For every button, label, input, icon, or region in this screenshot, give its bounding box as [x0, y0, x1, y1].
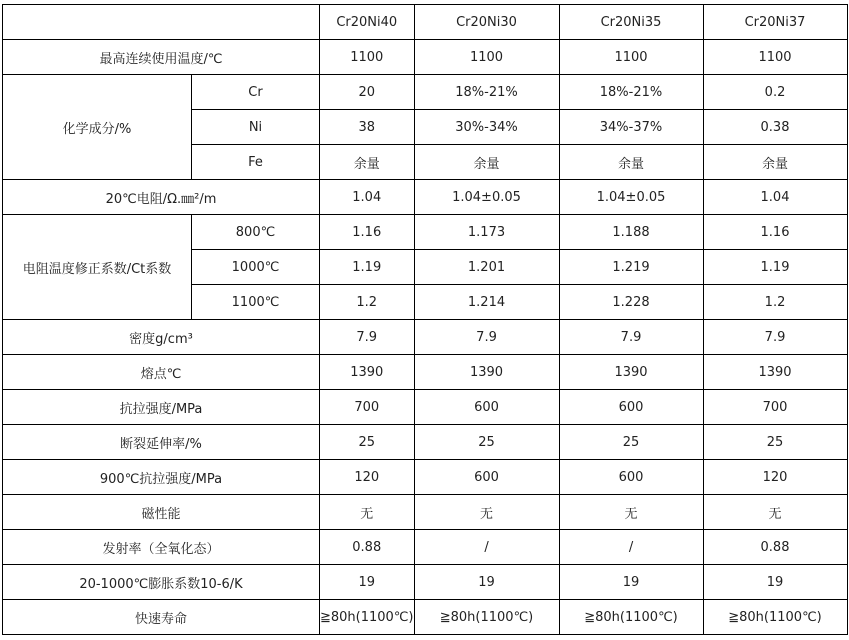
table-cell: 余量: [559, 145, 703, 180]
table-cell: 25: [559, 425, 703, 460]
table-cell: 余量: [320, 145, 415, 180]
row-label: 发射率（全氧化态）: [3, 530, 320, 565]
table-cell: 7.9: [559, 320, 703, 355]
table-row: [3, 355, 848, 390]
header-cr20ni30: Cr20Ni30: [414, 5, 559, 40]
table-row: [3, 390, 848, 425]
table-cell: /: [559, 530, 703, 565]
row-label: 最高连续使用温度/℃: [3, 40, 320, 75]
table-cell: 1.04±0.05: [414, 180, 559, 215]
table-row: [3, 320, 848, 355]
table-row: [3, 530, 848, 565]
table-cell: 19: [414, 565, 559, 600]
header-cr20ni40: Cr20Ni40: [320, 5, 415, 40]
table-row: [3, 600, 848, 635]
row-label: 20-1000℃膨胀系数10-6/K: [3, 565, 320, 600]
table-row: [3, 75, 848, 110]
table-cell: 38: [320, 110, 415, 145]
row-label: 抗拉强度/MPa: [3, 390, 320, 425]
table-cell: 34%-37%: [559, 110, 703, 145]
table-cell: 7.9: [703, 320, 847, 355]
table-cell: 7.9: [320, 320, 415, 355]
table-cell: 1100: [414, 40, 559, 75]
row-label: 断裂延伸率/%: [3, 425, 320, 460]
table-cell: 1.219: [559, 250, 703, 285]
header-cr20ni35: Cr20Ni35: [559, 5, 703, 40]
table-cell: 0.2: [703, 75, 847, 110]
row-label: 电阻温度修正系数/Ct系数: [3, 215, 192, 320]
table-cell: ≧80h(1100℃): [414, 600, 559, 635]
table-cell: 1.19: [703, 250, 847, 285]
table-cell: 0.88: [320, 530, 415, 565]
table-cell: 1.214: [414, 285, 559, 320]
table-cell: ≧80h(1100℃): [703, 600, 847, 635]
row-label: 磁性能: [3, 495, 320, 530]
table-cell: 600: [414, 460, 559, 495]
table-cell: 600: [559, 460, 703, 495]
corner-cell: [3, 5, 320, 40]
table-cell: 1.16: [703, 215, 847, 250]
table-cell: 无: [559, 495, 703, 530]
table-cell: 18%-21%: [414, 75, 559, 110]
table-cell: 20: [320, 75, 415, 110]
table-cell: 600: [414, 390, 559, 425]
table-cell: 1.2: [703, 285, 847, 320]
table-cell: 18%-21%: [559, 75, 703, 110]
table-cell: 25: [703, 425, 847, 460]
table-cell: 1.04: [320, 180, 415, 215]
table-cell: 25: [414, 425, 559, 460]
table-cell: 25: [320, 425, 415, 460]
header-row: [3, 5, 848, 40]
table-cell: 19: [320, 565, 415, 600]
table-cell: 600: [559, 390, 703, 425]
row-label: 密度g/cm³: [3, 320, 320, 355]
table-cell: 1.228: [559, 285, 703, 320]
row-label: 900℃抗拉强度/MPa: [3, 460, 320, 495]
table-cell: 无: [320, 495, 415, 530]
table-row: [3, 495, 848, 530]
table-cell: 1.2: [320, 285, 415, 320]
table-cell: 1100: [559, 40, 703, 75]
table-cell: 1390: [703, 355, 847, 390]
table-cell: 120: [703, 460, 847, 495]
table-cell: 120: [320, 460, 415, 495]
table-row: [3, 565, 848, 600]
table-row: [3, 215, 848, 250]
sub-label: Fe: [192, 145, 320, 180]
table-cell: 1.16: [320, 215, 415, 250]
table-cell: 700: [320, 390, 415, 425]
table-cell: 1.19: [320, 250, 415, 285]
table-cell: 1.201: [414, 250, 559, 285]
row-label: 快速寿命: [3, 600, 320, 635]
table-cell: 1.04±0.05: [559, 180, 703, 215]
sub-label: 1100℃: [192, 285, 320, 320]
row-label: 20℃电阻/Ω.㎜²/m: [3, 180, 320, 215]
sub-label: Cr: [192, 75, 320, 110]
table-cell: 1390: [320, 355, 415, 390]
sub-label: 1000℃: [192, 250, 320, 285]
header-cr20ni37: Cr20Ni37: [703, 5, 847, 40]
table-cell: 19: [559, 565, 703, 600]
table-cell: 1.04: [703, 180, 847, 215]
table-cell: 1100: [320, 40, 415, 75]
table-cell: 1390: [559, 355, 703, 390]
table-row: [3, 40, 848, 75]
table-cell: 余量: [414, 145, 559, 180]
table-row: [3, 180, 848, 215]
row-label: 熔点℃: [3, 355, 320, 390]
table-cell: ≧80h(1100℃): [320, 600, 415, 635]
table-cell: 1.173: [414, 215, 559, 250]
table-cell: 30%-34%: [414, 110, 559, 145]
table-cell: 0.38: [703, 110, 847, 145]
table-cell: 无: [414, 495, 559, 530]
row-label: 化学成分/%: [3, 75, 192, 180]
table-cell: 余量: [703, 145, 847, 180]
sub-label: Ni: [192, 110, 320, 145]
table-cell: 1100: [703, 40, 847, 75]
table-cell: /: [414, 530, 559, 565]
table-cell: 19: [703, 565, 847, 600]
table-row: [3, 460, 848, 495]
table-cell: 700: [703, 390, 847, 425]
alloy-properties-table: [2, 4, 848, 635]
sub-label: 800℃: [192, 215, 320, 250]
table-row: [3, 425, 848, 460]
table-cell: 无: [703, 495, 847, 530]
table-cell: 0.88: [703, 530, 847, 565]
table-cell: ≧80h(1100℃): [559, 600, 703, 635]
table-cell: 1390: [414, 355, 559, 390]
table-cell: 1.188: [559, 215, 703, 250]
table-cell: 7.9: [414, 320, 559, 355]
